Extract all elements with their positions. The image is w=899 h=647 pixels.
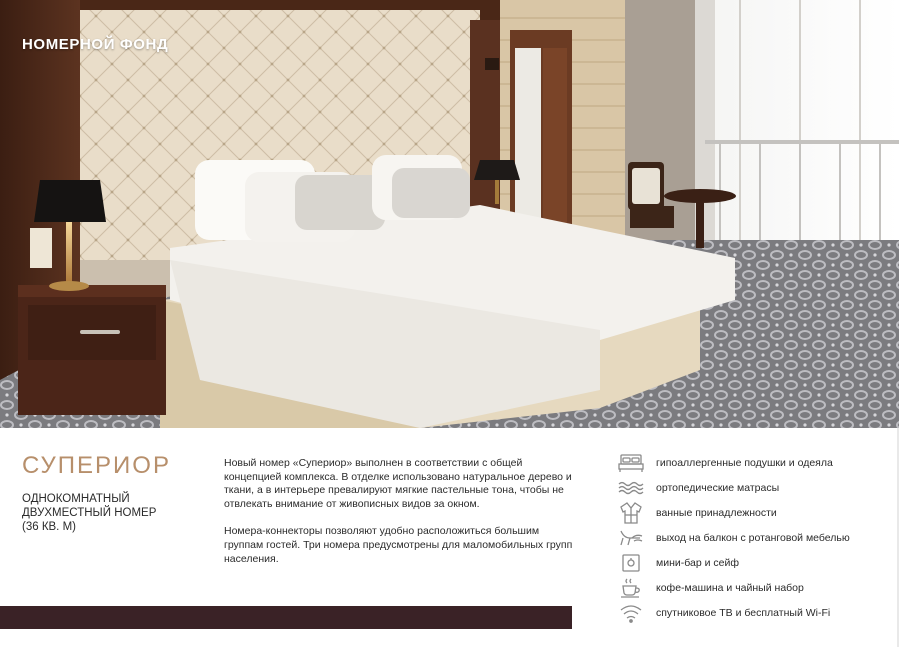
amenity-label: ортопедические матрасы <box>656 481 780 494</box>
bed-icon <box>616 452 646 474</box>
amenity-item <box>616 475 896 500</box>
amenity-label: кофе-машина и чайный набор <box>656 581 804 594</box>
amenity-item <box>616 600 896 625</box>
amenity-label: гипоаллергенные подушки и одеяла <box>656 456 833 469</box>
amenity-item <box>616 450 896 475</box>
footer-bar <box>0 606 572 629</box>
amenity-label: мини-бар и сейф <box>656 556 739 569</box>
description-paragraph: Номера-коннекторы позволяют удобно расположиться большим группам гостей. Три номера предусмотрены для маломобильных групп населения. <box>224 525 573 565</box>
balcony-chair-icon <box>616 527 646 549</box>
room-subtitle-line: ДВУХМЕСТНЫЙ НОМЕР <box>22 507 157 519</box>
room-subtitle <box>22 492 202 534</box>
description-paragraph: Новый номер «Супериор» выполнен в соответствии с общей концепцией комплекса. В отделке использовано натуральное дерево и ткани, а в интерьере превалируют мягкие пастельные тона, чтобы не отвлекать внимание от живописных видов за окном. <box>224 457 572 510</box>
section-title: НОМЕРНОЙ ФОНД <box>22 36 169 53</box>
amenity-item <box>616 550 896 575</box>
mattress-waves-icon <box>616 477 646 499</box>
amenity-label: ванные принадлежности <box>656 506 777 519</box>
amenity-item <box>616 525 896 550</box>
bathrobe-icon <box>616 502 646 524</box>
room-name: СУПЕРИОР <box>22 452 171 479</box>
room-subtitle-line: (36 КВ. М) <box>22 521 76 533</box>
amenity-label: спутниковое ТВ и бесплатный Wi-Fi <box>656 606 831 619</box>
safe-icon <box>616 552 646 574</box>
amenities-list <box>616 450 896 625</box>
room-subtitle-line: ОДНОКОМНАТНЫЙ <box>22 493 130 505</box>
room-description <box>224 457 576 580</box>
amenity-label: выход на балкон с ротанговой мебелью <box>656 531 850 544</box>
wifi-icon <box>616 602 646 624</box>
amenity-item <box>616 575 896 600</box>
amenity-item <box>616 500 896 525</box>
coffee-cup-icon <box>616 577 646 599</box>
